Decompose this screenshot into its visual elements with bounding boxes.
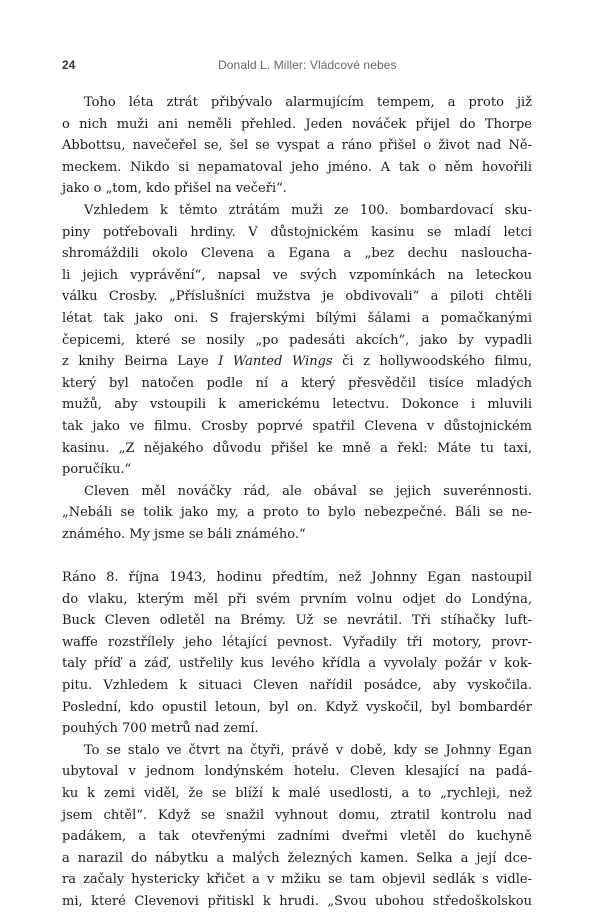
text-line: Ráno 8. října 1943, hodinu předtím, než Johnny Egan nastoupil [62,570,532,586]
text-line: Poslední, kdo opustil letoun, byl on. Když vyskočil, byl bombardér [62,699,532,715]
text-line: čepicemi, které se nosily „po padesáti akcích“, jako by vypadli [62,332,532,348]
text-line: „Nebáli se tolik jako my, a proto to bylo nebezpečné. Báli se ne- [62,505,532,521]
text-line: Buck Cleven odletěl na Brémy. Už se nevrátil. Tři stíhačky luft- [62,613,532,629]
text-line: taly příď a záď, ustřelily kus levého křídla a vyvolaly požár v kok- [62,656,532,672]
text-line: ku k zemi viděl, že se blíží k malé usedlosti, a to „rychleji, než [62,786,532,801]
text-line: poručíku.“ [62,462,132,478]
text-line: tak jako ve filmu. Crosby poprvé spatřil Clevena v důstojnickém [62,418,532,434]
text-line: shromáždili okolo Clevena a Egana a „bez dechu nasloucha- [62,246,532,262]
book-title: I Wanted Wings [218,354,333,370]
paragraph [62,481,532,546]
text-line: létat tak jako oni. S frajerskými bílými šálami a pomačkanými [62,310,532,326]
page-header [62,58,528,74]
body-text [62,92,532,913]
text-line: ra začaly hystericky křičet a v mžiku se tam objevil sedlák s vidle- [62,872,532,888]
text-line: Cleven měl nováčky rád, ale obával se jejich suverénnosti. [84,483,532,499]
text-line: mi, které Clevenovi přitiskl k hrudi. „Svou ubohou středoškolskou [62,893,532,909]
text-line: waffe rozstřílely jeho létající pevnost. Vyřadily tři motory, provr- [62,634,532,650]
text-line: Toho léta ztrát přibývalo alarmujícím tempem, a proto již [84,95,532,110]
text-line: pitu. Vzhledem k situaci Cleven nařídil posádce, aby vyskočila. [62,678,532,694]
text-line: To se stalo ve čtvrt na čtyři, právě v době, kdy se Johnny Egan [84,742,532,758]
paragraph [62,740,532,913]
text-line: ubytoval v jednom londýnském hotelu. Cleven klesající na padá- [62,764,532,780]
text-line: piny potřebovali hrdiny. V důstojnickém kasinu se mladí letci [62,224,532,240]
text-line: li jejich vyprávění“, napsal ve svých vzpomínkách na leteckou [62,267,532,283]
text-line: pouhých 700 metrů nad zemí. [62,721,259,737]
text-line: o nich muži ani neměli přehled. Jeden nováček přijel do Thorpe [62,116,532,132]
text-line: jako o „tom, kdo přišel na večeři“. [62,181,287,197]
text-line: jsem chtěl“. Když se snažil vyhnout domu, ztratil kontrolu nad [62,807,532,823]
section-break [62,545,532,567]
text-line: známého. My jsme se báli známého.“ [62,526,306,542]
text-line: do vlaku, kterým měl při svém prvním volnu odjet do Londýna, [62,591,532,607]
text-line: kasinu. „Z nějakého důvodu přišel ke mně a řekl: Máte tu taxi, [62,440,532,456]
running-head: Donald L. Miller: Vládcové nebes [218,58,397,72]
text-line: meckem. Nikdo si nepamatoval jeho jméno. A tak o něm hovořili [62,159,532,175]
text-line: Vzhledem k těmto ztrátám muži ze 100. bombardovací sku- [84,202,532,218]
text-line: a narazil do nábytku a malých železných kamen. Selka a její dce- [62,850,532,866]
text-line: padákem, a tak otevřenými zadními dveřmi vletěl do kuchyně [62,829,532,845]
text-line: válku Crosby. „Příslušníci mužstva je obdivovali“ a piloti chtěli [62,289,532,305]
paragraph [62,567,532,740]
text-line: mužů, aby vstoupili k americkému letectvu. Dokonce i mluvili [62,397,532,413]
text-line: který byl natočen podle ní a který přesvědčil tisíce mladých [62,375,532,391]
text-line: z knihy Beirna Laye I Wanted Wings či z hollywoodského filmu, [62,354,533,370]
page-number: 24 [62,58,76,72]
text-line: Abbottsu, navečeřel se, šel se vyspat a ráno přišel o život nad Ně- [62,138,532,154]
paragraph [62,200,532,481]
paragraph [62,92,532,200]
